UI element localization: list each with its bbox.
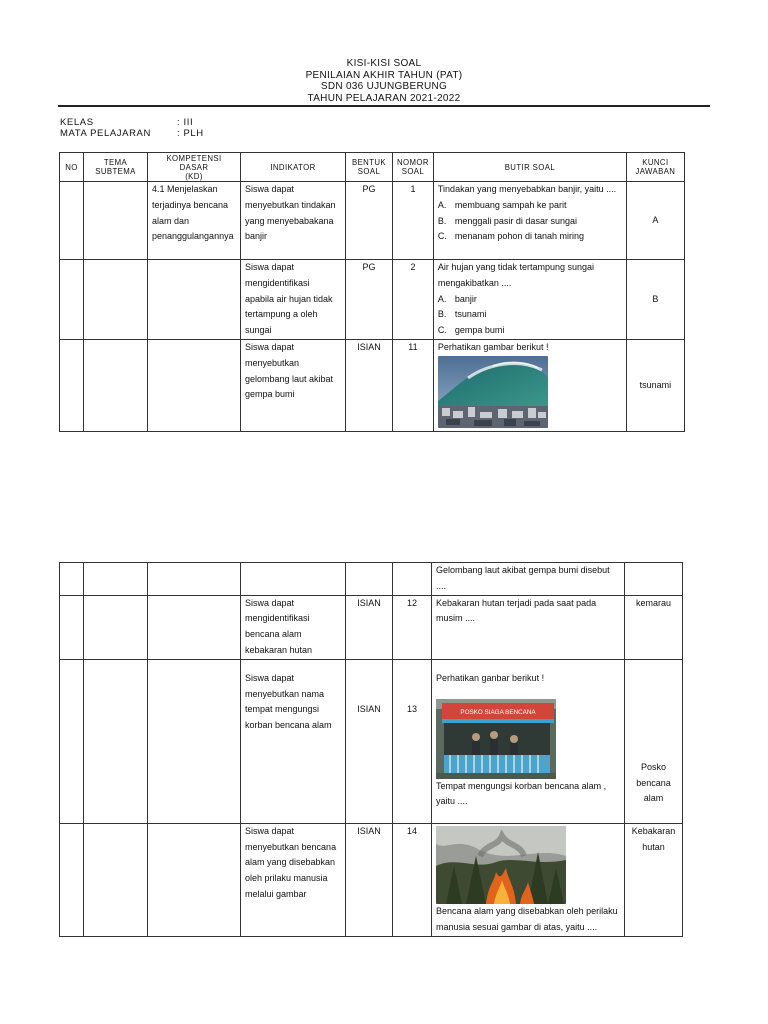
bentuk-cell: ISIAN [346,595,393,659]
option-c: C. gempa bumi [437,325,505,336]
kunci-cell: B [626,260,684,340]
kunci-cell: tsunami [626,339,684,431]
butir-cell: Gelombang laut akibat gempa bumi disebut .... [432,563,625,596]
kunci-cell: Posko bencana alam [625,659,683,823]
col-nomor: NOMOR SOAL [393,153,434,182]
tsunami-wave-image [438,356,548,428]
document-header [0,58,768,104]
meta-kelas [60,117,194,128]
kunci-cell: A [626,182,684,260]
indikator-cell: Siswa dapat mengidentifikasi bencana alam kebakaran hutan [241,595,346,659]
col-tema: TEMA SUBTEMA [84,153,148,182]
header-divider [58,105,710,107]
kisi-kisi-table [59,152,685,432]
question-text: Perhatikan ganbar berikut ! [436,672,545,683]
question-text: Tindakan yang menyebabkan banjir, yaitu .... [437,184,617,194]
col-butir: BUTIR SOAL [433,153,626,182]
nomor-cell: 11 [393,339,434,431]
butir-cell: Kebakaran hutan terjadi pada saat pada musim .... [432,595,625,659]
col-kd: KOMPETENSI DASAR (KD) [148,153,241,182]
table-row [60,182,685,260]
bentuk-cell: PG [346,182,393,260]
nomor-cell: 1 [393,182,434,260]
bentuk-cell: ISIAN [346,339,393,431]
kunci-cell: kemarau [625,595,683,659]
question-text: Air hujan yang tidak tertampung sungai mengakibatkan .... [437,262,594,288]
posko-siaga-bencana-image [436,699,556,779]
butir-cell [433,339,626,431]
butir-cell [432,659,625,823]
kisi-kisi-table-continued [59,562,683,937]
option-a: A. membuang sampah ke parit [437,199,567,210]
mapel-value: : PLH [177,128,204,139]
table-row [60,659,683,823]
question-text-2: Tempat mengungsi korban bencana alam , yaitu .... [436,780,607,807]
question-text: Perhatikan gambar berikut ! [437,341,549,352]
mapel-label: MATA PELAJARAN [60,128,151,139]
school-name: SDN 036 UJUNGBERUNG [320,81,448,92]
option-a: A. banjir [437,293,477,304]
butir-cell [433,182,626,260]
table-header-row [60,153,685,182]
indikator-cell: Siswa dapat menyebutkan nama tempat mengungsi korban bencana alam [241,659,346,823]
doc-subtitle: PENILAIAN AKHIR TAHUN (PAT) [305,69,463,81]
option-b: B. menggali pasir di dasar sungai [437,215,577,226]
option-c: C. menanam pohon di tanah miring [437,231,584,242]
banner-text: POSKO SIAGA BENCANA [460,708,536,716]
kelas-value: : III [177,117,194,128]
nomor-cell: 12 [393,595,432,659]
table-row [60,823,683,936]
table-row [60,260,685,340]
col-indikator: INDIKATOR [241,153,346,182]
kunci-cell: Kebakaran hutan [625,823,683,936]
kelas-label: KELAS [60,117,94,128]
doc-title: KISI-KISI SOAL [346,58,422,69]
forest-fire-image [436,826,566,904]
bentuk-cell: ISIAN [346,823,393,936]
table-row [60,563,683,596]
bentuk-cell: ISIAN [346,659,393,823]
col-kunci: KUNCI JAWABAN [626,153,684,182]
question-text: Bencana alam yang disebabkan oleh perilaku manusia sesuai gambar di atas, yaitu .... [436,905,618,932]
nomor-cell: 2 [393,260,434,340]
butir-cell [433,260,626,340]
bentuk-cell: PG [346,260,393,340]
nomor-cell: 13 [393,659,432,823]
col-no: NO [60,153,84,182]
meta-mapel [60,128,204,139]
table-row [60,595,683,659]
kd-cell: 4.1 Menjelaskan terjadinya bencana alam dan penanggulangannya [148,182,241,260]
indikator-cell: Siswa dapat menyebutkan gelombang laut akibat gempa bumi [241,339,346,431]
indikator-cell: Siswa dapat menyebutkan bencana alam yang disebabkan oleh prilaku manusia melalui gambar [241,823,346,936]
table-row [60,339,685,431]
academic-year: TAHUN PELAJARAN 2021-2022 [307,92,461,104]
nomor-cell: 14 [393,823,432,936]
indikator-cell: Siswa dapat mengidentifikasi apabila air hujan tidak tertampung a oleh sungai [241,260,346,340]
indikator-cell: Siswa dapat menyebutkan tindakan yang menyebabakana banjir [241,182,346,260]
butir-cell [432,823,625,936]
option-b: B. tsunami [437,309,487,320]
col-bentuk: BENTUK SOAL [346,153,393,182]
